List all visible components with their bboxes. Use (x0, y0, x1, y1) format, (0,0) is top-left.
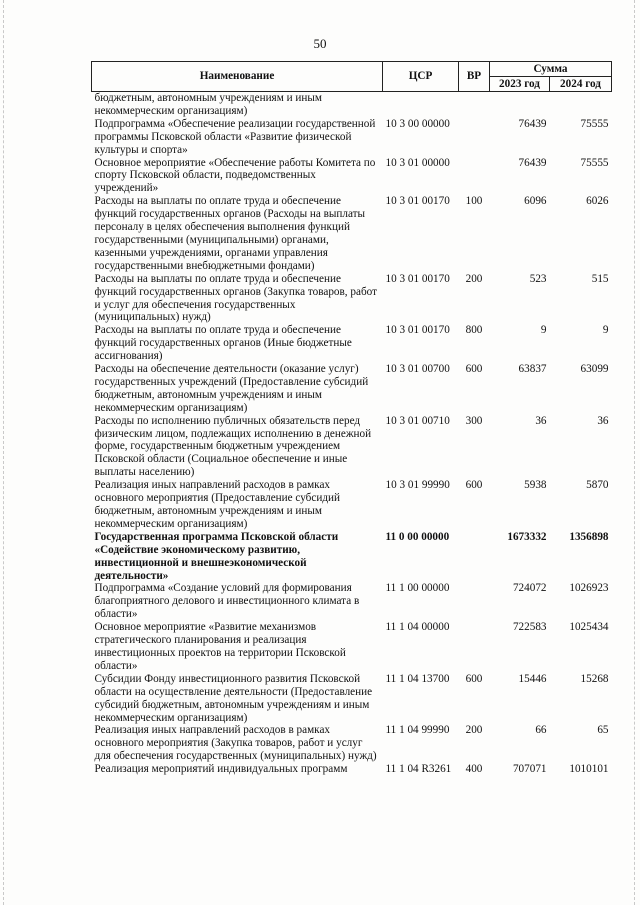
row-csr: 10 3 01 00700 (385, 363, 450, 376)
table-header (92, 62, 612, 92)
table-row (92, 118, 612, 157)
table-row (92, 195, 612, 272)
row-vr: 200 (465, 724, 483, 737)
row-amount-2023: 63837 (518, 363, 547, 376)
table-row (92, 621, 612, 673)
row-amount-2024: 1010101 (569, 763, 609, 776)
row-amount-2023: 722583 (512, 621, 547, 634)
row-csr: 11 0 00 00000 (385, 530, 450, 543)
table-row (92, 157, 612, 196)
row-amount-2024: 515 (591, 272, 609, 285)
row-amount-2024: 65 (597, 724, 609, 737)
row-amount-2023: 523 (529, 272, 547, 285)
row-amount-2023: 1673332 (507, 530, 547, 543)
row-name: Государственная программа Псковской области «Содействие экономическому развитию, инвестиционной и внешнеэкономической деятельности» (94, 530, 339, 582)
row-vr: 600 (465, 363, 483, 376)
row-amount-2024: 1025434 (569, 621, 609, 634)
scan-edge-right (634, 0, 637, 905)
row-name: Реализация иных направлений расходов в рамках основного мероприятия (Закупка товаров, работ и услуг для обеспечения государственных (муниципальных) нужд) (94, 724, 377, 763)
row-amount-2023: 76439 (518, 117, 547, 130)
header-year-2024: 2024 год (550, 77, 612, 92)
header-name: Наименование (92, 62, 383, 92)
header-sum: Сумма (490, 62, 612, 77)
table-row (92, 92, 612, 118)
table-row (92, 324, 612, 363)
row-csr (383, 92, 459, 118)
budget-table (91, 61, 612, 776)
row-csr: 10 3 01 00710 (385, 414, 450, 427)
table-row (92, 273, 612, 325)
row-amount-2024: 75555 (580, 156, 609, 169)
row-name: Субсидии Фонду инвестиционного развития Псковской области на осуществление деятельности (Предоставление субсидий бюджетным, автономным учреждениям и иным некоммерческим организациям) (94, 672, 373, 724)
row-name: Реализация мероприятий индивидуальных программ (94, 763, 348, 776)
row-amount-2024: 5870 (586, 479, 609, 492)
table-row (92, 479, 612, 531)
row-amount-2023: 5938 (524, 479, 547, 492)
row-vr (459, 621, 490, 673)
row-csr: 11 1 04 R3261 (385, 763, 452, 776)
row-amount-2024: 63099 (580, 363, 609, 376)
row-amount-2024: 9 (602, 324, 609, 337)
header-year-2023: 2023 год (490, 77, 550, 92)
row-csr: 11 1 00 00000 (385, 582, 450, 595)
header-vr: ВР (459, 62, 490, 92)
table-row (92, 763, 612, 776)
row-amount-2023: 15446 (518, 672, 547, 685)
row-csr: 10 3 01 99990 (385, 479, 450, 492)
row-name: Расходы на выплаты по оплате труда и обеспечение функций государственных органов (Иные бюджетные ассигнования) (94, 324, 352, 363)
row-vr: 600 (465, 479, 483, 492)
row-vr (459, 531, 490, 583)
row-name: Реализация иных направлений расходов в рамках основного мероприятия (Предоставление субсидий бюджетным, автономным учреждениям и иным некоммерческим организациям) (94, 479, 340, 530)
row-amount-2023 (490, 92, 550, 118)
row-name: бюджетным, автономным учреждениям и иным некоммерческим организациям) (94, 92, 322, 117)
row-name: Подпрограмма «Создание условий для формирования благоприятного делового и инвестиционного климата в области» (94, 582, 360, 621)
row-csr: 11 1 04 13700 (385, 672, 450, 685)
row-amount-2024: 1356898 (569, 530, 609, 543)
row-name: Основное мероприятие «Обеспечение работы Комитета по спорту Псковской области, подведомственных учреждений» (94, 156, 376, 195)
row-csr: 10 3 00 00000 (385, 117, 450, 130)
row-vr: 100 (465, 195, 483, 208)
table-row (92, 724, 612, 763)
row-csr: 10 3 01 00170 (385, 324, 450, 337)
row-name: Подпрограмма «Обеспечение реализации государственной программы Псковской области «Развитие физической культуры и спорта» (94, 117, 376, 156)
row-vr (459, 582, 490, 621)
row-name: Расходы на обеспечение деятельности (оказание услуг) государственных учреждений (Предоставление субсидий бюджетным, автономным учреждениям и иным некоммерческим организациям) (94, 363, 369, 414)
row-vr (459, 157, 490, 196)
table-row (92, 531, 612, 583)
row-vr: 800 (465, 324, 483, 337)
row-amount-2024 (550, 92, 612, 118)
table-row (92, 582, 612, 621)
row-amount-2023: 36 (535, 414, 547, 427)
row-csr: 10 3 01 00170 (385, 272, 450, 285)
table-row (92, 673, 612, 725)
row-csr: 10 3 01 00170 (385, 195, 450, 208)
row-vr (459, 92, 490, 118)
page-number: 50 (313, 36, 327, 51)
header-csr: ЦСР (383, 62, 459, 92)
table-body (92, 92, 612, 777)
row-csr: 11 1 04 99990 (385, 724, 450, 737)
scan-edge-left (3, 0, 6, 905)
row-name: Основное мероприятие «Развитие механизмов стратегического планирования и реализация инвестиционных проектов на территории Псковской области» (94, 621, 346, 672)
row-amount-2024: 36 (597, 414, 609, 427)
row-csr: 10 3 01 00000 (385, 156, 450, 169)
row-amount-2023: 707071 (512, 763, 547, 776)
row-amount-2023: 9 (540, 324, 547, 337)
row-amount-2023: 6096 (524, 195, 547, 208)
row-amount-2024: 1026923 (569, 582, 609, 595)
row-amount-2023: 76439 (518, 156, 547, 169)
row-vr (459, 118, 490, 157)
table-row (92, 363, 612, 415)
row-amount-2024: 6026 (586, 195, 609, 208)
row-vr: 400 (465, 763, 483, 776)
row-vr: 600 (465, 672, 483, 685)
row-amount-2023: 66 (535, 724, 547, 737)
row-csr: 11 1 04 00000 (385, 621, 450, 634)
row-amount-2024: 15268 (580, 672, 609, 685)
row-amount-2023: 724072 (512, 582, 547, 595)
row-name: Расходы на выплаты по оплате труда и обеспечение функций государственных органов (Расходы на выплаты персоналу в целях обеспечения выполнения функций государственными (муниципальными) органами, казенными учреждениями, органами управления государственными внебюджетными фондами) (94, 195, 366, 272)
row-vr: 200 (465, 272, 483, 285)
row-amount-2024: 75555 (580, 117, 609, 130)
row-name: Расходы на выплаты по оплате труда и обеспечение функций государственных органов (Закупка товаров, работ и услуг для обеспечения государственных (муниципальных) нужд) (94, 272, 377, 324)
row-name: Расходы по исполнению публичных обязательств перед физическим лицом, подлежащих исполнению в денежной форме, государственным бюджетным учреждением Псковской области (Социальное обеспечение и иные выплаты населению) (94, 414, 372, 479)
table-row (92, 415, 612, 480)
row-vr: 300 (465, 414, 483, 427)
